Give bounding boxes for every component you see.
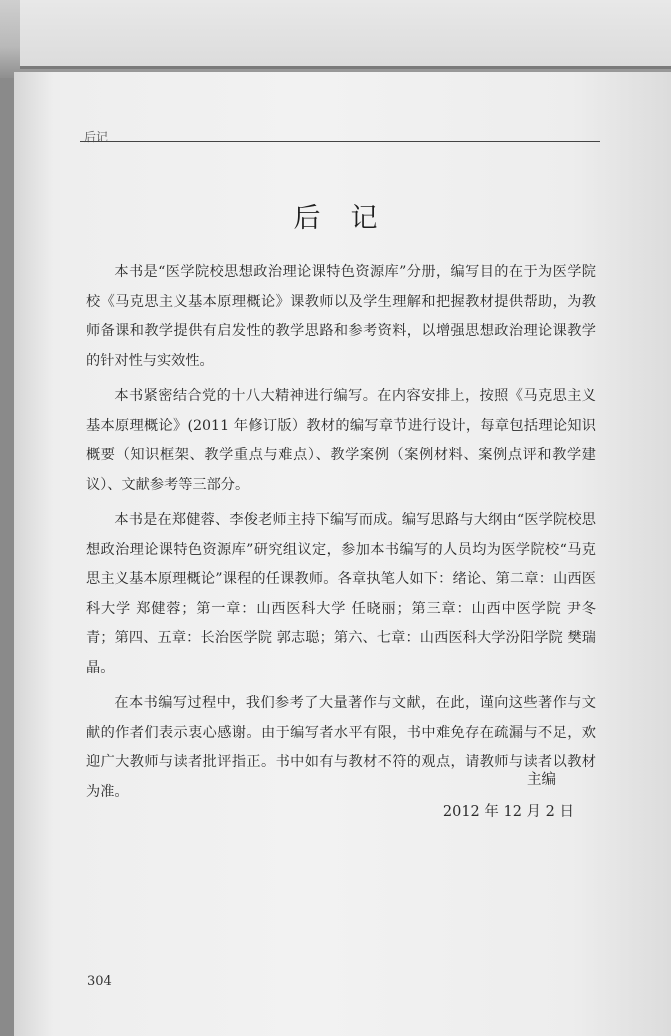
header-rule <box>80 141 600 142</box>
signature-editor: 主编 <box>527 772 556 788</box>
previous-page-edge <box>20 0 671 69</box>
running-head: 后记 <box>84 130 109 144</box>
paragraph-authors: 本书是在郑健蓉、李俊老师主持下编写而成。编写思路与大纲由“医学院校思想政治理论课特色资源库”研究组议定，参加本书编写的人员均为医学院校“马克思主义基本原理概论”课程的任课教师。各章执笔人如下：绪论、第二章：山西医科大学 郑健蓉；第一章：山西医科大学 任晓丽；第三章：山西中医学院 尹冬青；第四、五章：长治医学院 郭志聪；第六、七章：山西医科大学汾阳学院 樊瑞晶。 <box>86 512 596 676</box>
paragraph-structure: 本书紧密结合党的十八大精神进行编写。在内容安排上，按照《马克思主义基本原理概论》(2011 年修订版）教材的编写章节进行设计，每章包括理论知识概要（知识框架、教学重点与难点）、教学案例（案例材料、案例点评和教学建议）、文献参考等三部分。 <box>86 388 596 493</box>
signature-block <box>0 766 574 826</box>
paragraph-acknowledgement: 在本书编写过程中，我们参考了大量著作与文献，在此，谨向这些著作与文献的作者们表示衷心感谢。由于编写者水平有限，书中难免存在疏漏与不足，欢迎广大教师与读者批评指正。书中如有与教材不符的观点，请教师与读者以教材为准。 <box>86 695 596 800</box>
scan-top-edge <box>0 0 671 78</box>
page-number: 304 <box>87 974 112 989</box>
page-title: 后记 <box>293 203 408 234</box>
signature-date: 2012 年 12 月 2 日 <box>442 804 574 820</box>
paragraph-purpose: 本书是“医学院校思想政治理论课特色资源库”分册，编写目的在于为医学院校《马克思主义基本原理概论》课教师以及学生理解和把握教材提供帮助，为教师备课和教学提供有启发性的教学思路和参考资料，以增强思想政治理论课教学的针对性与实效性。 <box>86 264 596 369</box>
body-text <box>86 258 596 807</box>
